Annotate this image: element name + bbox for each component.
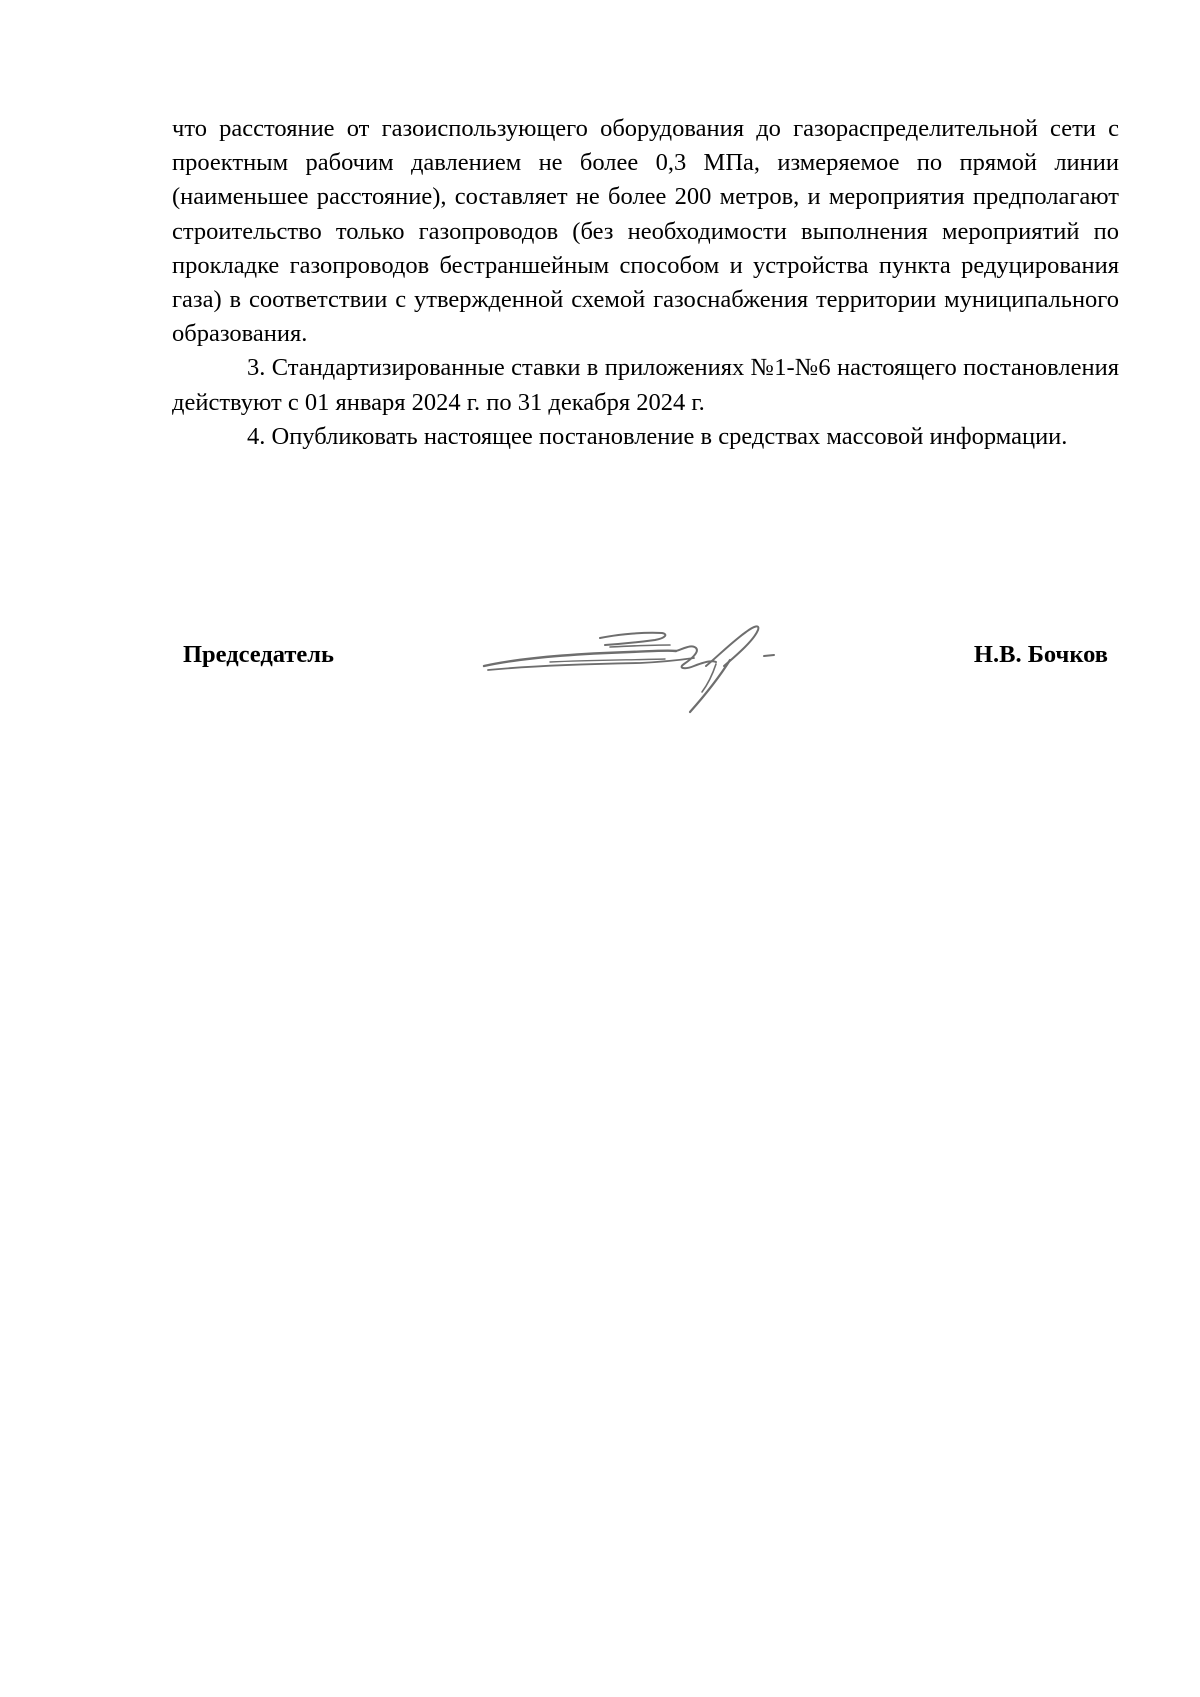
- document-body: [172, 112, 1119, 454]
- handwritten-signature-icon: [480, 620, 790, 715]
- signatory-title: Председатель: [183, 641, 334, 668]
- paragraph-item-3: 3. Стандартизированные ставки в приложениях №1-№6 настоящего постановления действуют с 01 января 2024 г. по 31 декабря 2024 г.: [172, 354, 1119, 416]
- paragraph-item-4: 4. Опубликовать настоящее постановление в средствах массовой информации.: [247, 422, 1068, 450]
- paragraph-continuation: что расстояние от газоиспользующего оборудования до газораспределительной сети с проектным рабочим давлением не более 0,3 МПа, измеряемое по прямой линии (наименьшее расстояние), составляет не более 200 метров, и мероприятия предполагают строительство только газопроводов (без необходимости выполнения мероприятий по прокладке газопроводов бестраншейным способом и устройства пункта редуцирования газа) в соответствии с утвержденной схемой газоснабжения территории муниципального образования.: [172, 115, 1119, 348]
- signatory-name: Н.В. Бочков: [973, 641, 1108, 668]
- signature-block: [0, 620, 1200, 720]
